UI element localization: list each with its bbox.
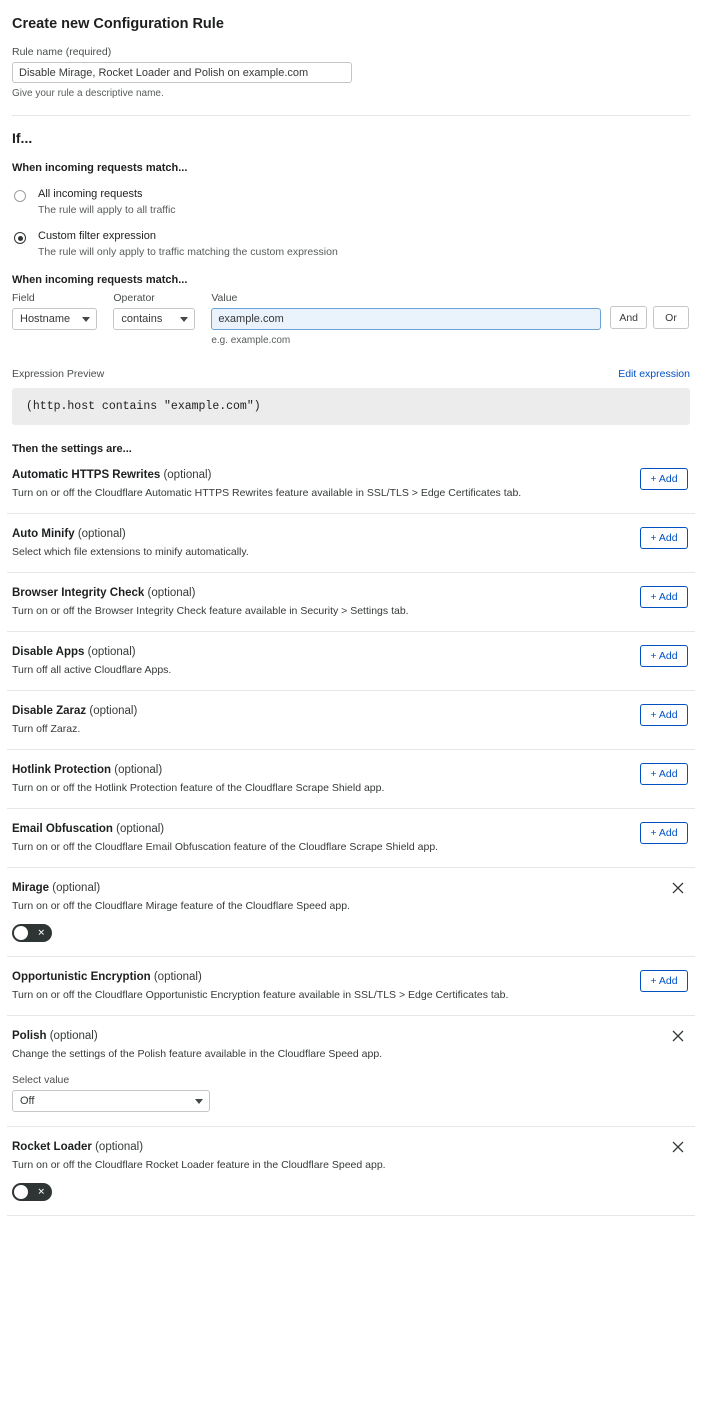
setting-title: [12, 705, 690, 717]
setting-description: Turn on or off the Cloudflare Automatic HTTPS Rewrites feature available in SSL/TLS > Edge Certificates tab.: [12, 487, 522, 499]
setting-browser-integrity-check: [7, 573, 695, 632]
expression-preview-text: (http.host contains "example.com"): [12, 388, 690, 425]
or-button[interactable]: Or: [653, 306, 689, 329]
setting-optional-tag: (optional): [49, 1030, 98, 1042]
setting-disable-zaraz: [7, 691, 695, 750]
field-select-value: Hostname: [20, 313, 71, 325]
setting-title: [12, 882, 690, 894]
setting-title: [12, 1141, 690, 1153]
setting-auto-minify: [7, 514, 695, 573]
setting-title: [12, 1030, 690, 1042]
polish-select[interactable]: [12, 1090, 210, 1112]
edit-expression-link[interactable]: Edit expression: [618, 368, 690, 380]
radio-desc-custom-filter: The rule will only apply to traffic matching the custom expression: [38, 246, 338, 258]
and-button[interactable]: And: [610, 306, 647, 329]
setting-polish: [7, 1016, 695, 1127]
setting-optional-tag: (optional): [153, 971, 202, 983]
add-button[interactable]: + Add: [640, 468, 688, 490]
divider: [12, 115, 690, 116]
setting-title-text: Mirage: [12, 882, 50, 894]
expression-preview-label: Expression Preview: [12, 368, 105, 380]
setting-optional-tag: (optional): [95, 1141, 144, 1153]
remove-icon[interactable]: [670, 880, 686, 896]
rule-name-label: Rule name (required): [12, 46, 112, 58]
setting-title-text: Email Obfuscation: [12, 823, 113, 835]
setting-optional-tag: (optional): [163, 469, 212, 481]
setting-title: [12, 587, 690, 599]
setting-title-text: Hotlink Protection: [12, 764, 112, 776]
then-heading: Then the settings are...: [12, 443, 132, 455]
chevron-down-icon: [180, 317, 188, 322]
setting-optional-tag: (optional): [147, 587, 196, 599]
setting-title: [12, 823, 690, 835]
radio-option-all-requests[interactable]: [12, 188, 695, 216]
radio-label-custom-filter: Custom filter expression: [38, 230, 156, 242]
setting-hotlink-protection: [7, 750, 695, 809]
expression-preview-header: [12, 368, 690, 380]
setting-description: Turn on or off the Hotlink Protection feature of the Cloudflare Scrape Shield app.: [12, 782, 385, 794]
add-button[interactable]: + Add: [640, 763, 688, 785]
rocket-loader-toggle[interactable]: [12, 1183, 52, 1201]
add-button[interactable]: + Add: [640, 645, 688, 667]
setting-description: Turn off all active Cloudflare Apps.: [12, 664, 172, 676]
remove-icon[interactable]: [670, 1139, 686, 1155]
page-title: Create new Configuration Rule: [12, 16, 224, 32]
setting-description: Turn on or off the Cloudflare Opportunistic Encryption feature available in SSL/TLS > Edge Certificates tab.: [12, 989, 509, 1001]
rule-name-helper: Give your rule a descriptive name.: [12, 88, 164, 99]
setting-description: Change the settings of the Polish feature available in the Cloudflare Speed app.: [12, 1048, 383, 1060]
setting-rocket-loader: [7, 1127, 695, 1216]
setting-title: [12, 528, 690, 540]
setting-title-text: Opportunistic Encryption: [12, 971, 151, 983]
filter-builder-row: [12, 292, 695, 346]
radio-icon-all-requests[interactable]: [14, 190, 26, 202]
toggle-knob: [14, 926, 28, 940]
setting-optional-tag: (optional): [87, 646, 136, 658]
setting-optional-tag: (optional): [89, 705, 138, 717]
radio-desc-all-requests: The rule will apply to all traffic: [38, 204, 176, 216]
setting-description: Turn on or off the Browser Integrity Check feature available in Security > Settings tab.: [12, 605, 409, 617]
setting-optional-tag: (optional): [52, 882, 101, 894]
operator-select[interactable]: [113, 308, 195, 330]
setting-email-obfuscation: [7, 809, 695, 868]
if-heading: If...: [12, 130, 33, 146]
value-label: Value: [211, 292, 238, 304]
rule-name-input[interactable]: [12, 62, 352, 83]
radio-icon-custom-filter[interactable]: [14, 232, 26, 244]
add-button[interactable]: + Add: [640, 704, 688, 726]
value-input[interactable]: [211, 308, 601, 330]
setting-title-text: Rocket Loader: [12, 1141, 92, 1153]
setting-disable-apps: [7, 632, 695, 691]
if-subheading: When incoming requests match...: [12, 162, 188, 174]
configuration-rule-page: [0, 8, 702, 1216]
radio-label-all-requests: All incoming requests: [38, 188, 143, 200]
setting-title-text: Disable Apps: [12, 646, 85, 658]
add-button[interactable]: + Add: [640, 586, 688, 608]
filter-subheading: When incoming requests match...: [12, 274, 188, 286]
operator-label: Operator: [113, 292, 155, 304]
add-button[interactable]: + Add: [640, 822, 688, 844]
setting-optional-tag: (optional): [77, 528, 126, 540]
polish-select-value: Off: [20, 1095, 35, 1107]
toggle-off-icon: ✕: [37, 1186, 45, 1197]
setting-title: [12, 764, 690, 776]
setting-mirage: [7, 868, 695, 957]
toggle-off-icon: ✕: [37, 927, 45, 938]
mirage-toggle[interactable]: [12, 924, 52, 942]
setting-optional-tag: (optional): [116, 823, 165, 835]
setting-title-text: Automatic HTTPS Rewrites: [12, 469, 161, 481]
radio-option-custom-filter[interactable]: [12, 230, 695, 258]
value-helper: e.g. example.com: [211, 335, 291, 346]
setting-title-text: Disable Zaraz: [12, 705, 87, 717]
setting-title: [12, 646, 690, 658]
setting-title: [12, 469, 690, 481]
chevron-down-icon: [195, 1099, 203, 1104]
setting-description: Turn on or off the Cloudflare Mirage feature of the Cloudflare Speed app.: [12, 900, 350, 912]
toggle-knob: [14, 1185, 28, 1199]
setting-title-text: Polish: [12, 1030, 47, 1042]
setting-automatic-https-rewrites: [7, 455, 695, 514]
add-button[interactable]: + Add: [640, 527, 688, 549]
setting-title: [12, 971, 690, 983]
setting-description: Turn on or off the Cloudflare Email Obfuscation feature of the Cloudflare Scrape Shield app.: [12, 841, 439, 853]
remove-icon[interactable]: [670, 1028, 686, 1044]
setting-optional-tag: (optional): [114, 764, 163, 776]
operator-select-value: contains: [121, 313, 163, 325]
chevron-down-icon: [82, 317, 90, 322]
setting-description: Turn on or off the Cloudflare Rocket Loader feature in the Cloudflare Speed app.: [12, 1159, 386, 1171]
field-label: Field: [12, 292, 35, 304]
setting-title-text: Auto Minify: [12, 528, 75, 540]
setting-description: Select which file extensions to minify automatically.: [12, 546, 249, 558]
polish-select-label: Select value: [12, 1074, 70, 1086]
field-select[interactable]: [12, 308, 97, 330]
setting-opportunistic-encryption: [7, 957, 695, 1016]
setting-title-text: Browser Integrity Check: [12, 587, 145, 599]
setting-description: Turn off Zaraz.: [12, 723, 81, 735]
add-button[interactable]: + Add: [640, 970, 688, 992]
